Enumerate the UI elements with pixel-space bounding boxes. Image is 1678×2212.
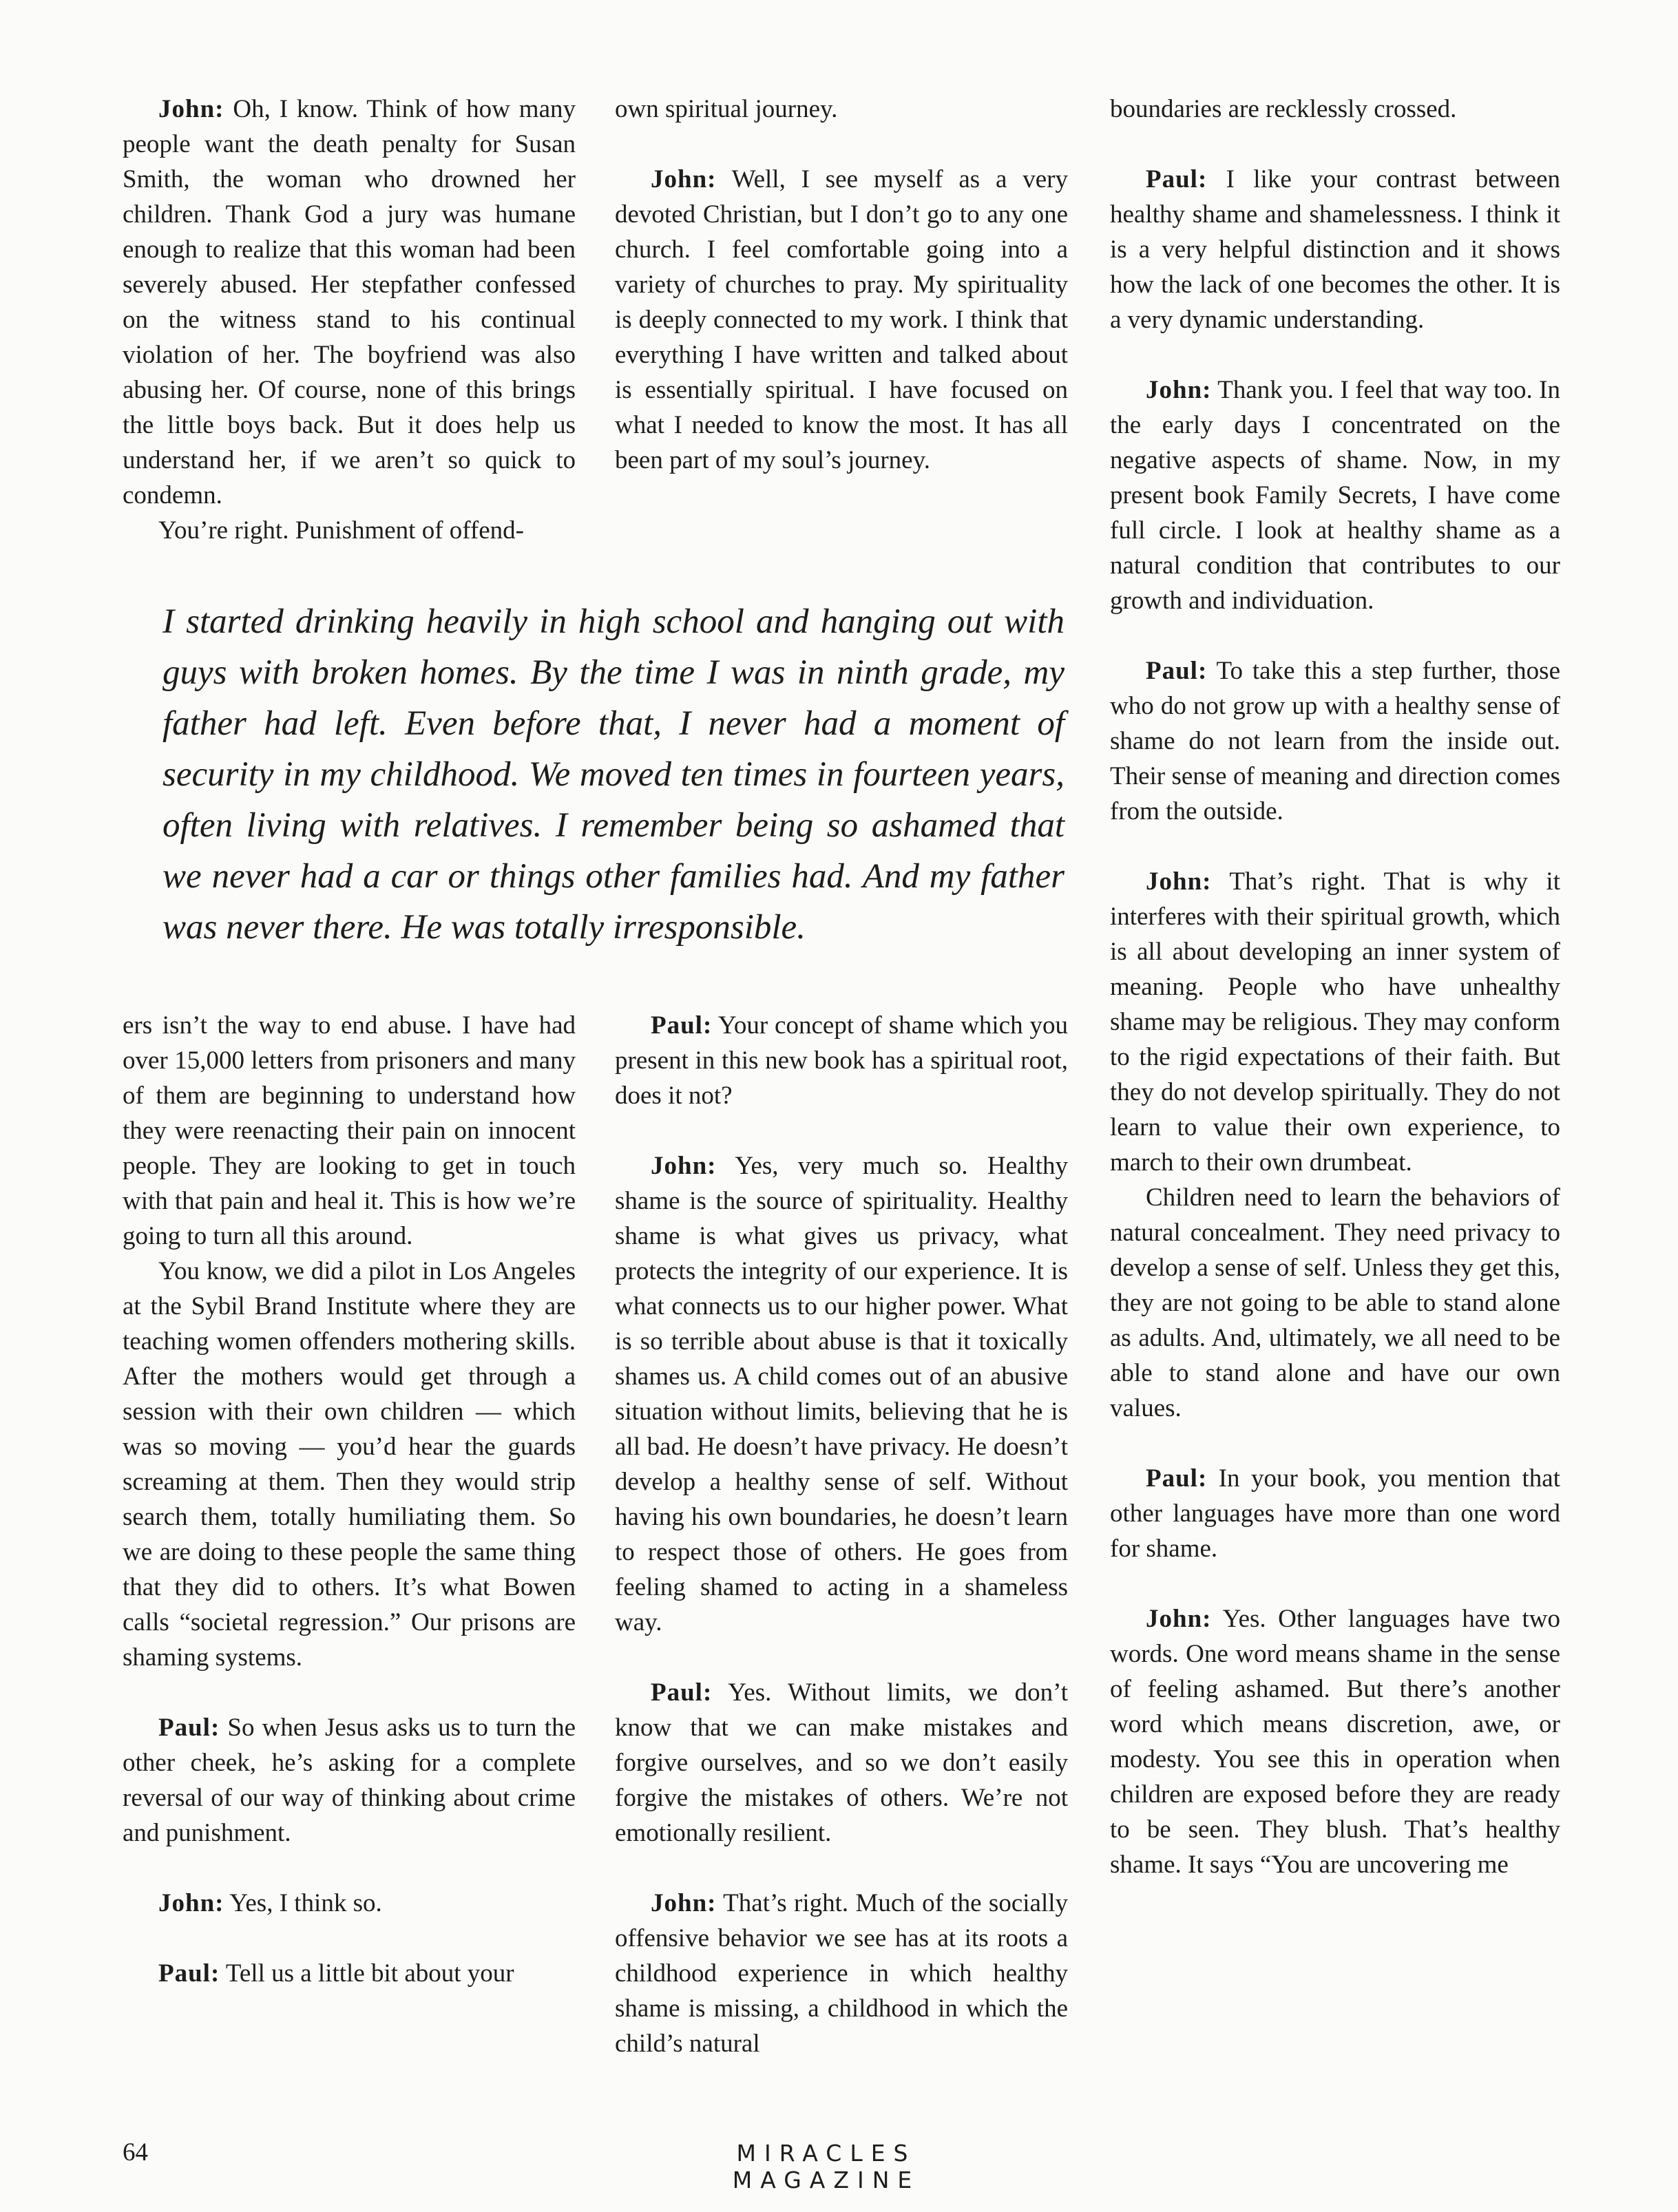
speaker-label: Paul: xyxy=(651,1678,713,1707)
paragraph-text: Yes, very much so. Healthy shame is the source of spirituality. Healthy shame is what gives us privacy, what protects the integrity of our experience. It is what connects us to our higher power. What is so terrible about abuse is that it toxically shames us. A child comes out of an abusive situation without limits, believing that he is all bad. He doesn’t have privacy. He doesn’t develop a healthy sense of self. Without having his own boundaries, he doesn’t learn to respect those of others. He goes from feeling shamed to acting in a shameless way. xyxy=(615,1152,1068,1636)
speaker-label: Paul: xyxy=(1146,165,1208,193)
column-2-top xyxy=(615,92,1068,478)
paragraph xyxy=(123,1710,576,1851)
paragraph-text: Yes, I think so. xyxy=(224,1889,382,1917)
paragraph-text: own spiritual journey. xyxy=(615,95,838,123)
paragraph xyxy=(123,513,576,548)
speaker-label: John: xyxy=(1146,867,1212,896)
paragraph xyxy=(1110,372,1560,618)
paragraph xyxy=(1110,864,1560,1180)
paragraph-text: Well, I see myself as a very devoted Christian, but I don’t go to any one church. I feel comfortable going into a variety of churches to pray. My spirituality is deeply connected to my work. I think that everything I have written and talked about is essentially spiritual. I have focused on what I needed to know the most. It has all been part of my soul’s journey. xyxy=(615,165,1068,474)
paragraph-text: Oh, I know. Think of how many people want the death penalty for Susan Smith, the woman who drowned her children. Thank God a jury was humane enough to realize that this woman had been severely abused. Her stepfather confessed on the witness stand to his continual violation of her. The boyfriend was also abusing her. Of course, none of this brings the little boys back. But it does help us understand her, if we aren’t so quick to condemn. xyxy=(123,95,576,509)
speaker-label: Paul: xyxy=(158,1714,220,1742)
paragraph xyxy=(123,1956,576,1991)
speaker-label: Paul: xyxy=(1146,657,1208,685)
column-1-top xyxy=(123,92,576,548)
paragraph-text: Your concept of shame which you present in this new book has a spiritual root, does it not? xyxy=(615,1011,1068,1110)
paragraph xyxy=(615,162,1068,478)
paragraph-text: Children need to learn the behaviors of natural concealment. They need privacy to develop a sense of self. Unless they get this, they are not going to be able to stand alone as adults. And, ultimately, we all need to be able to stand alone and have our own values. xyxy=(1110,1183,1560,1422)
pull-quote: I started drinking heavily in high school and hanging out with guys with broken homes. By the time I was in ninth grade, my father had left. Even before that, I never had a moment of security in my childhood. We moved ten times in fourteen years, often living with relatives. I remember being so ashamed that we never had a car or things other families had. And my father was never there. He was totally irresponsible. xyxy=(162,602,1065,947)
page-number: 64 xyxy=(123,2138,148,2167)
speaker-label: John: xyxy=(1146,1605,1212,1633)
paragraph-text: Yes. Other languages have two words. One word means shame in the sense of feeling ashamed. But there’s another word which means discretion, awe, or modesty. You see this in operation when children are exposed before they are ready to be seen. They blush. That’s healthy shame. It says “You are uncovering me xyxy=(1110,1605,1560,1879)
speaker-label: John: xyxy=(651,165,717,193)
paragraph-text: That’s right. Much of the socially offensive behavior we see has at its roots a childhood experience in which healthy shame is missing, a childhood in which the child’s natural xyxy=(615,1889,1068,2058)
paragraph xyxy=(615,92,1068,127)
speaker-label: John: xyxy=(158,95,224,123)
speaker-label: John: xyxy=(158,1889,224,1917)
column-3 xyxy=(1110,92,1560,1882)
paragraph-text: ers isn’t the way to end abuse. I have had over 15,000 letters from prisoners and many of them are beginning to understand how they were reenacting their pain on innocent people. They are looking to get in touch with that pain and heal it. This is how we’re going to turn all this around. xyxy=(123,1011,576,1250)
paragraph-text: You know, we did a pilot in Los Angeles at the Sybil Brand Institute where they are teaching women offenders mothering skills. After the mothers would get through a session with their own children — which was so moving — you’d hear the guards screaming at them. Then they would strip search them, totally humiliating them. So we are doing to these people the same thing that they did to others. It’s what Bowen calls “societal regression.” Our prisons are shaming systems. xyxy=(123,1257,576,1672)
paragraph-text: So when Jesus asks us to turn the other cheek, he’s asking for a complete reversal of our way of thinking about crime and punishment. xyxy=(123,1714,576,1847)
speaker-label: John: xyxy=(1146,376,1212,404)
paragraph-text: Yes. Without limits, we don’t know that we can make mistakes and forgive ourselves, and so we don’t easily forgive the mistakes of others. We’re not emotionally resilient. xyxy=(615,1678,1068,1847)
paragraph-text: To take this a step further, those who do not grow up with a healthy sense of shame do not learn from the inside out. Their sense of meaning and direction comes from the outside. xyxy=(1110,657,1560,825)
paragraph xyxy=(1110,653,1560,829)
paragraph xyxy=(123,1008,576,1254)
paragraph xyxy=(615,1008,1068,1113)
paragraph xyxy=(1110,162,1560,337)
column-2-bottom xyxy=(615,1008,1068,2061)
paragraph-text: That’s right. That is why it interferes with their spiritual growth, which is all about developing an inner system of meaning. People who have unhealthy shame may be religious. They may conform to the rigid expectations of their faith. But they do not develop spiritually. They do not learn to value their own experience, to march to their own drumbeat. xyxy=(1110,867,1560,1177)
paragraph xyxy=(1110,1461,1560,1566)
paragraph-text: Tell us a little bit about your xyxy=(220,1959,514,1988)
paragraph xyxy=(615,1675,1068,1851)
paragraph-text: I like your contrast between healthy shame and shamelessness. I think it is a very helpful distinction and it shows how the lack of one becomes the other. It is a very dynamic understanding. xyxy=(1110,165,1560,334)
paragraph xyxy=(615,1148,1068,1640)
paragraph xyxy=(123,1254,576,1675)
paragraph xyxy=(615,1886,1068,2061)
paragraph-text: In your book, you mention that other languages have more than one word for shame. xyxy=(1110,1464,1560,1563)
speaker-label: Paul: xyxy=(651,1011,713,1040)
speaker-label: John: xyxy=(651,1152,717,1180)
speaker-label: John: xyxy=(651,1889,717,1917)
paragraph-text: boundaries are recklessly crossed. xyxy=(1110,95,1457,123)
column-1-bottom xyxy=(123,1008,576,1991)
paragraph xyxy=(1110,1601,1560,1882)
paragraph-text: Thank you. I feel that way too. In the early days I concentrated on the negative aspects of shame. Now, in my present book Family Secrets, I have come full circle. I look at healthy shame as a natural condition that contributes to our growth and individuation. xyxy=(1110,376,1560,615)
paragraph xyxy=(1110,92,1560,127)
speaker-label: Paul: xyxy=(1146,1464,1208,1493)
paragraph-text: You’re right. Punishment of offend- xyxy=(158,516,524,545)
speaker-label: Paul: xyxy=(158,1959,220,1988)
magazine-name: MIRACLES MAGAZINE xyxy=(732,2140,921,2193)
paragraph xyxy=(1110,1180,1560,1426)
paragraph xyxy=(123,1886,576,1921)
paragraph xyxy=(123,92,576,513)
